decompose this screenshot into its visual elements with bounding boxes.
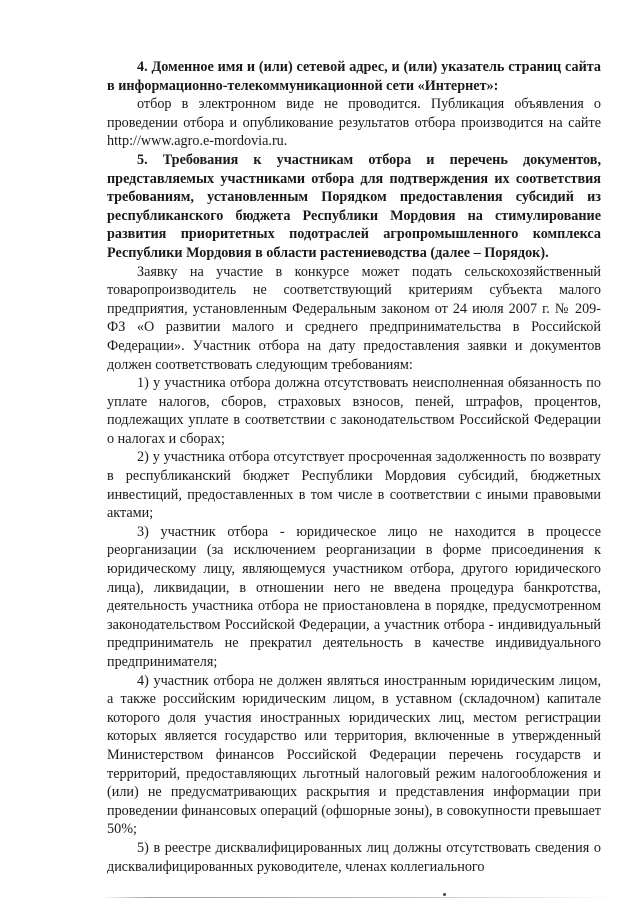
requirement-item-2: 2) у участника отбора отсутствует просроченная задолженность по возврату в республиканский бюджет Республики Мордовия субсидий, бюджетных инвестиций, предоставленных в том числе в соответствии с иными правовыми актами;: [107, 449, 601, 522]
section-5-intro: Заявку на участие в конкурсе может подать сельскохозяйственный товаропроизводитель не соответствующий критериям субъекта малого предприятия, установленным Федеральным законом от 24 июля 2007 г. № 209-ФЗ «О развитии малого и среднего предпринимательства в Российской Федерации». Участник отбора на дату предоставления заявки и документов должен соответствовать следующим требованиям:: [107, 263, 601, 373]
section-4-text: отбор в электронном виде не проводится. Публикация объявления о проведении отбора и опубликование результатов отбора производится на сайте http://www.agro.e-mordovia.ru.: [107, 96, 601, 150]
requirement-item-4: 4) участник отбора не должен являться иностранным юридическим лицом, а также российским юридическим лицом, в уставном (складочном) капитале которого доля участия иностранных юридических лиц, местом регистрации которых является государство или территория, включенные в утвержденный Министерством финансов Российской Федерации перечень государств и территорий, предоставляющих льготный налоговый режим налогообложения и (или) не предусматривающих раскрытия и представления информации при проведении финансовых операций (офшорные зоны), в совокупности превышает 50%;: [107, 672, 601, 838]
scan-speck: [443, 893, 446, 896]
requirement-item-5: 5) в реестре дисквалифицированных лиц должны отсутствовать сведения о дисквалифицированных руководителе, членах коллегиального: [107, 839, 601, 875]
requirement-item-3: 3) участник отбора - юридическое лицо не находится в процессе реорганизации (за исключением реорганизации в форме присоединения к юридическому лицу, являющемуся участником отбора, другого юридического лица), ликвидации, в отношении него не введена процедура банкротства, деятельность участника отбора не приостановлена в порядке, предусмотренном законодательством Российской Федерации, а участник отбора - индивидуальный предприниматель не прекратил деятельность в качестве индивидуального предпринимателя;: [107, 523, 601, 670]
requirement-item-1: 1) у участника отбора должна отсутствовать неисполненная обязанность по уплате налогов, сборов, страховых взносов, пеней, штрафов, процентов, подлежащих уплате в соответствии с законодательством Российской Федерации о налогах и сборах;: [107, 375, 601, 447]
section-5-heading: 5. Требования к участникам отбора и перечень документов, представляемых участниками отбора для подтверждения их соответствия требованиям, установленным Порядком предоставления субсидий из республиканского бюджета Республики Мордовия на стимулирование развития приоритетных подотраслей агропромышленного комплекса Республики Мордовия в области растениеводства (далее – Порядок).: [107, 151, 601, 261]
document-page: [107, 58, 601, 876]
scan-edge-line: [100, 897, 620, 898]
section-4-heading: 4. Доменное имя и (или) сетевой адрес, и (или) указатель страниц сайта в информационно-телекоммуникационной сети «Интернет»:: [107, 59, 601, 94]
